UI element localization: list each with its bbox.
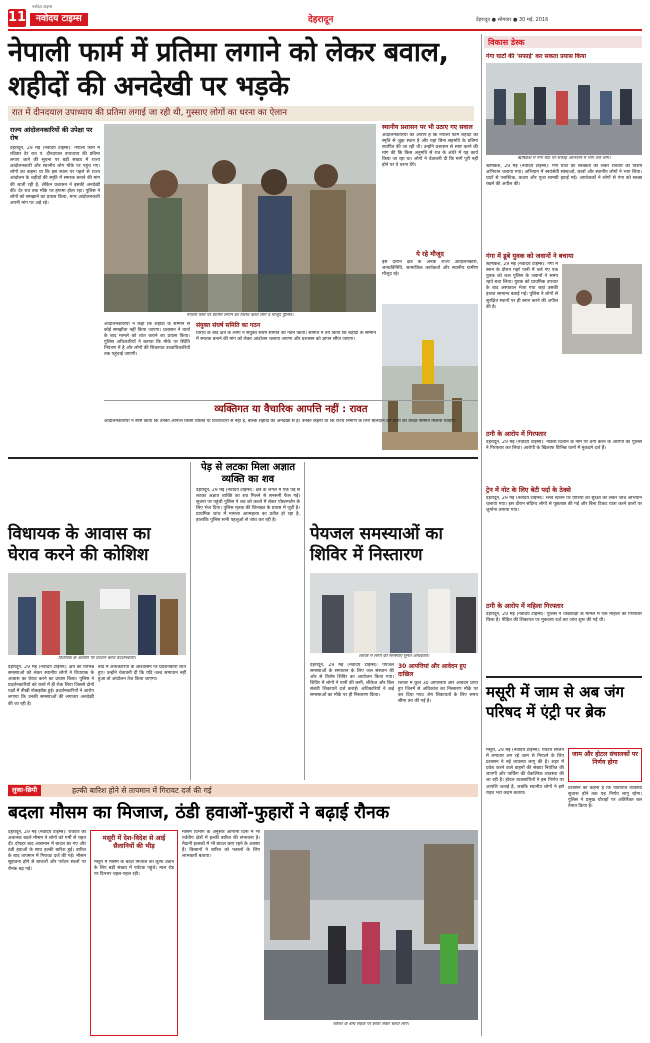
lead-photo (104, 124, 376, 312)
admin-question-body: आंदोलनकारियों का आरोप है कि नेपाली फार्म शहीदों की स्मृति से जुड़ा स्थान है और यहां बिना सहमति के प्रतिमा स्थापित की जा रही थी। उन्होंने प्रशासन से स्पष्ट करने की मांग की कि किस अनुमति से रात के अंधेरे में यह कार्य किया जा रहा था। लोगों ने चेतावनी दी कि मांगें पूरी नहीं होने पर वे धरना देंगे। (382, 133, 478, 169)
lead-col1-body: देहरादून, 29 मई (नवोदय टाइम्स): नेपाली फार्म में रविवार देर रात पं. दीनदयाल उपाध्याय की प्रतिमा लगाए जाने की सूचना पर बड़ी संख्या में राज्य आंदोलनकारी और स्थानीय लोग मौके पर पहुंच गए। लोगों का कहना था कि इस स्थान पर पहले से राज्य आंदोलन के शहीदों की स्मृति में स्मारक बनाने की मांग की जाती रही है, लेकिन प्रशासन ने इसकी अनदेखी की। देर रात तक मौके पर हंगामा होता रहा। पुलिस ने लोगों को समझाने का प्रयास किया, मगर आंदोलनकारी अपनी मांग पर अड़े रहे। (10, 146, 100, 206)
rawat-head: व्यक्तिगत या वैचारिक आपत्ति नहीं : रावत (214, 404, 368, 415)
weather-body: देहरादून, 29 मई (नवोदय टाइम्स): रविवार को अचानक बदले मौसम ने लोगों को गर्मी से राहत दी। दोपहर बाद आसमान में बादल छा गए और ठंडी हवाओं के साथ हल्की बारिश हुई। बारिश के बाद तापमान में गिरावट दर्ज की गई। मौसम सुहावना होने से बाजारों और पर्यटन स्थलों पर रौनक बढ़ गई। (8, 830, 86, 872)
mla-body-2: बाद में अधिकारियों के आश्वासन पर प्रदर्शनकारी शांत हुए। उन्होंने चेतावनी दी कि यदि जल्द समाधान नहीं हुआ तो आंदोलन तेज किया जाएगा। (98, 665, 186, 683)
page-number: 11 (8, 10, 27, 25)
mussoorie-body-2: प्रशासन का कहना है कि यातायात व्यवस्था सुचारू होने तक यह निर्णय लागू रहेगा। पुलिस ने प्रमुख चौराहों पर अतिरिक्त बल तैनात किया है। (568, 786, 642, 810)
mussoorie-headline: मसूरी में जाम से अब जंग परिषद में एंट्री पर ब्रेक (486, 683, 624, 721)
weather-headline: बदला मौसम का मिजाज, ठंडी हवाओं-फुहारों ने बढ़ाई रौनक (8, 803, 390, 823)
weather-box-body: मसूरी में मौसम के बदले मिजाज का लुत्फ उठाने के लिए बड़ी संख्या में पर्यटक पहुंचे। माल रोड पर दिनभर चहल-पहल रही। (94, 860, 174, 878)
lead-photo-caption: नेपाली फार्म पर प्रतिमा लगाने का विरोध करते लोग व मौजूद पुलिस। (186, 313, 294, 318)
mla-body: देहरादून, 29 मई (नवोदय टाइम्स): क्षेत्र की विभिन्न समस्याओं को लेकर स्थानीय लोगों ने विधायक के आवास का घेराव करने का प्रयास किया। पुलिस ने प्रदर्शनकारियों को रास्ते में ही रोक लिया जिससे दोनों पक्षों में तीखी नोकझोंक हुई। प्रदर्शनकारियों ने आरोप लगाया कि उनकी समस्याओं की लगातार अनदेखी की जा रही है। (8, 665, 94, 707)
water-headline: पेयजल समस्याओं का शिविर में निस्तारण (310, 524, 443, 565)
weather-body-2: मौसम विभाग के अनुसार आगामी दिनों में भी पर्वतीय क्षेत्रों में हल्की बारिश की संभावना है। मैदानी इलाकों में भी बादल छाए रहने के आसार हैं। किसानों ने बारिश को फसलों के लिए लाभकारी बताया। (182, 830, 260, 860)
sidebar-divider (481, 34, 482, 1036)
sidebar-photo-1 (486, 63, 642, 155)
sidebar-body-5: देहरादून, 29 मई (नवोदय टाइम्स): पुलिस ने धोखाधड़ी के मामले में एक महिला को गिरफ्तार किया है। पीड़ित की शिकायत पर मुकदमा दर्ज कर जांच शुरू की गई थी। (486, 612, 642, 624)
mla-photo-image (8, 573, 186, 655)
paper-tagline: नवोदय टाइम्स (32, 4, 53, 9)
weather-photo (264, 830, 478, 1020)
lead-col2-body: आंदोलनकारियों ने कहा कि शहीदों के सम्मान से कोई समझौता नहीं किया जाएगा। प्रशासन ने वार्ता के बाद मामले को शांत कराने का प्रयास किया। पुलिस अधिकारियों ने बताया कि मौके पर स्थिति नियंत्रण में है और लोगों की शिकायत उच्चाधिकारियों तक पहुंचाई जाएगी। (104, 322, 190, 358)
water-body: देहरादून, 29 मई (नवोदय टाइम्स): पेयजल समस्याओं के समाधान के लिए जल संस्थान की ओर से विशेष शिविर का आयोजन किया गया। शिविर में लोगों ने पानी की कमी, लीकेज और बिल संबंधी शिकायतें दर्ज कराईं। अधिकारियों ने कई समस्याओं का मौके पर ही निस्तारण किया। (310, 663, 394, 699)
middle-divider-2 (304, 462, 305, 780)
weather-photo-image (264, 830, 478, 1020)
masthead-rule (8, 29, 642, 31)
rawat-rule (104, 400, 478, 401)
admin-question-head: स्थानीय प्रशासन पर भी उठाए गए सवाल (382, 124, 473, 131)
sidebar-photo-1-caption: ऋषिकेश में गंगा घाट पर सफाई अभियान में भाग लेते लोग। (517, 156, 611, 161)
water-photo-image (310, 573, 478, 653)
sidebar-photo-2-image (562, 264, 642, 354)
sidebar-body-3: देहरादून, 29 मई (नवोदय टाइम्स): नौकरी दिलाने के नाम पर ठगी करने के आरोपी को पुलिस ने गिरफ्तार कर लिया। आरोपी के खिलाफ विभिन्न थानों में मुकदमे दर्ज हैं। (486, 440, 642, 452)
mussoorie-body: मसूरी, 29 मई (नवोदय टाइम्स): पर्यटन सीजन में लगातार लग रहे जाम से निपटने के लिए प्रशासन ने नई व्यवस्था लागू की है। शहर में प्रवेश करने वाले वाहनों की संख्या नियंत्रित की जाएगी और पार्किंग की वैकल्पिक व्यवस्था की जा रही है। होटल व्यवसायियों ने इस निर्णय पर आपत्ति जताई है, जबकि स्थानीय लोगों ने इसे राहत भरा कदम बताया। (486, 748, 564, 796)
sidebar-head-2: गंगा में डूबे युवक को जवानों ने बचाया (486, 252, 574, 260)
mla-photo (8, 573, 186, 655)
paper-name: नवोदय टाइम्स (30, 13, 88, 26)
sidebar-photo-2 (562, 264, 642, 354)
sidebar-head-3: ठगी के आरोप में गिरफ्तार (486, 430, 547, 438)
sidebar-body-1: ऋषिकेश, 29 मई (नवोदय टाइम्स): गंगा घाटों की स्वच्छता को लेकर रविवार को विशेष अभियान चलाया गया। अभियान में स्वयंसेवी संस्थाओं, छात्रों और स्थानीय लोगों ने भाग लिया। घाटों से प्लास्टिक, कचरा और पूजा सामग्री हटाई गई। आयोजकों ने लोगों से गंगा को स्वच्छ रखने की अपील की। (486, 164, 642, 188)
lead-headline: नेपाली फार्म में प्रतिमा लगाने को लेकर बवाल, शहीदों की अनदेखी पर भड़के (8, 37, 449, 102)
rawat-body: आंदोलनकारियों ने स्पष्ट किया कि उनकी आपत्ति किसी व्यक्ति या विचारधारा से नहीं है, बल्कि शहीदों की अनदेखी से है। उनका कहना था कि राज्य निर्माण के लिए बलिदान देने वालों को उचित सम्मान मिलना चाहिए। (104, 419, 456, 424)
section-rule (8, 457, 478, 459)
sidebar-body-2: ऋषिकेश, 29 मई (नवोदय टाइम्स): गंगा में स्नान के दौरान गहरे पानी में चले गए एक युवक को जल पुलिस के जवानों ने समय रहते बचा लिया। युवक को प्राथमिक उपचार के बाद अस्पताल भेजा गया जहां उसकी हालत सामान्य बताई गई। पुलिस ने लोगों से सुरक्षित स्थानों पर ही स्नान करने की अपील की है। (486, 262, 558, 310)
mussoorie-subhead: जाम और होटल संचालकों पर निर्णय होगा (572, 751, 638, 766)
city-label: देहरादून (308, 15, 334, 25)
weather-strap: हल्की बारिश होने से तापमान में गिरावट दर्ज की गई (72, 786, 212, 795)
body-found-body: देहरादून, 29 मई (नवोदय टाइम्स): क्षेत्र के जंगल में एक पेड़ से लटका अज्ञात व्यक्ति का शव मिलने से सनसनी फैल गई। सूचना पर पहुंची पुलिस ने शव को कब्जे में लेकर पोस्टमार्टम के लिए भेज दिया। पुलिस मृतक की शिनाख्त के प्रयास में जुटी है। प्राथमिक जांच में मामला आत्महत्या का प्रतीत हो रहा है, हालांकि पुलिस सभी पहलुओं से जांच कर रही है। (196, 488, 300, 524)
middle-divider-1 (190, 462, 191, 780)
sidebar-head-4: ट्रेन में नोट के लिए बेटी पर्दा के ठेक्से (486, 486, 571, 494)
weather-kicker: लुका-छिपी (8, 785, 41, 796)
lead-col1-head: राज्य आंदोलनकारियों की उपेक्षा पर रोष (10, 126, 93, 142)
sidebar-head-1: गंगा घाटों की 'सफाई' कर सकता प्रयास किया (486, 53, 587, 60)
lead-photo-image (104, 124, 376, 312)
sidebar-body-4: देहरादून, 29 मई (नवोदय टाइम्स): रेलवे स्टेशन पर यात्रियों की सुरक्षा को लेकर जांच अभियान चलाया गया। इस दौरान संदिग्ध लोगों से पूछताछ की गई और बिना टिकट यात्रा करने वालों पर जुर्माना लगाया गया। (486, 496, 642, 514)
weather-box-head: मसूरी में देश-विदेश से आई सैलानियों की भीड़ (102, 834, 166, 850)
water-caption: शिविर में लोगों की समस्याएं सुनते अधिकारी। (358, 654, 430, 659)
sidebar-kicker: विकास डेस्क (488, 38, 525, 47)
body-found-headline: पेड़ से लटका मिला अज्ञात व्यक्ति का शव (200, 462, 296, 485)
weather-photo-caption: बारिश के बीच सड़क पर छाता लेकर चलते लोग। (332, 1022, 410, 1027)
mla-caption: विधायक के आवास पर प्रदर्शन करते प्रदर्शनकारी। (58, 656, 136, 661)
water-side-body: शिविर में कुल 30 आपत्तियां और आवेदन प्राप्त हुए जिनमें से अधिकांश का निस्तारण मौके पर कर दिया गया। शेष शिकायतों के लिए समय सीमा तय की गई है। (398, 681, 478, 705)
mla-headline: विधायक के आवास का घेराव करने की कोशिश (8, 524, 151, 565)
present-body: इस दौरान क्षेत्र के अनेक राज्य आंदोलनकारी, जनप्रतिनिधि, सामाजिक कार्यकर्ता और स्थानीय ग्रामीण मौजूद रहे। (382, 260, 478, 278)
dateline: देहरादून ● सोमवार ● 30 मई, 2016 (476, 17, 549, 23)
sidebar-head-5: ठगी के आरोप में महिला गिरफ्तार (486, 602, 564, 610)
water-side-head: 30 आपत्तियां और आवेदन हुए दाखिल (398, 663, 467, 678)
water-photo (310, 573, 478, 653)
statue-body: विरोध के बाद क्षेत्र के लोगों ने संयुक्त संघर्ष समिति का गठन किया। समिति ने तय किया कि शहीदों के सम्मान में स्मारक बनाने की मांग को लेकर आंदोलन चलाया जाएगा और प्रशासन को ज्ञापन सौंपा जाएगा। (196, 331, 376, 343)
sidebar-rule (486, 676, 642, 678)
statue-subhead: संयुक्त संघर्ष समिति का गठन (196, 322, 261, 329)
lead-subhead: रात में दीनदयाल उपाध्याय की प्रतिमा लगाई जा रही थी, गुस्साए लोगों का धरना का ऐलान (8, 106, 474, 121)
present-head: ये रहे मौजूद (416, 250, 444, 258)
sidebar-photo-1-image (486, 63, 642, 155)
